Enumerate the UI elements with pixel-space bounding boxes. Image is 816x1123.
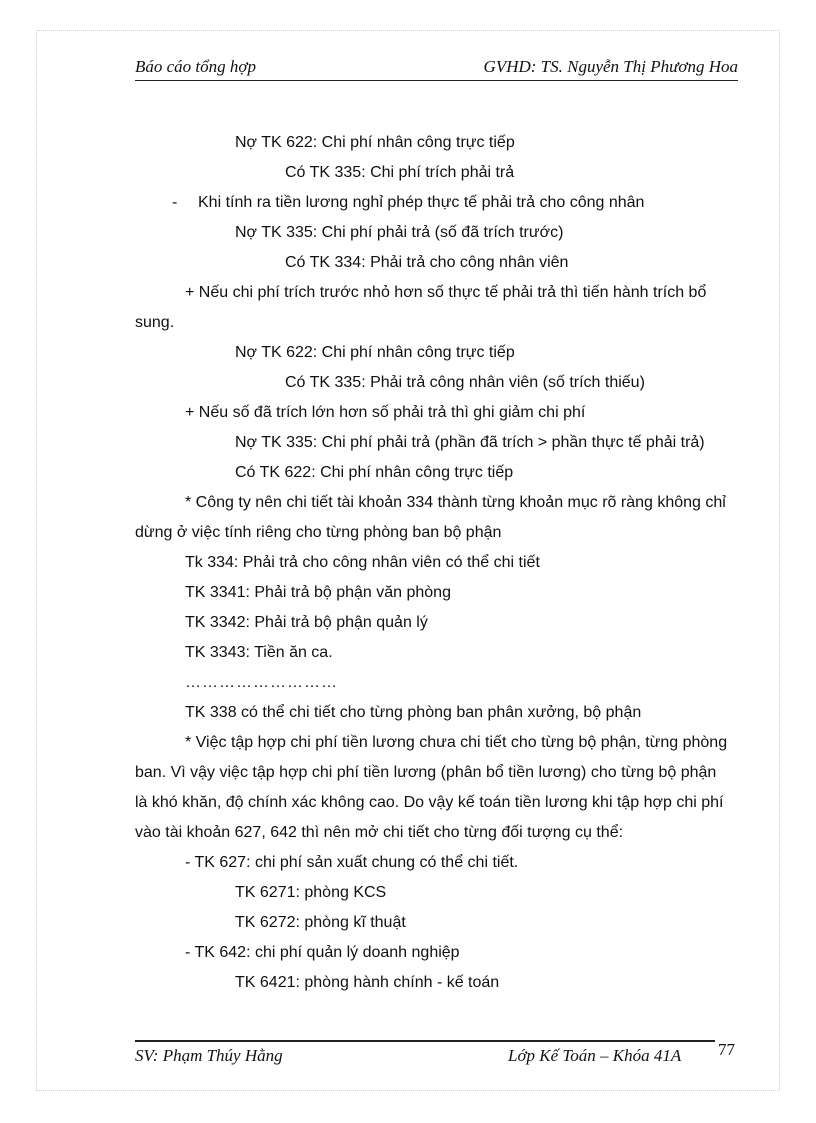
text-line: là khó khăn, độ chính xác không cao. Do vậy kế toán tiền lương khi tập hợp chi phí (135, 794, 724, 811)
text-line: Tk 334: Phải trả cho công nhân viên có thể chi tiết (185, 554, 540, 571)
footer-divider (135, 1040, 715, 1042)
text-line: TK 6272: phòng kĩ thuật (235, 914, 406, 931)
header-supervisor: GVHD: TS. Nguyễn Thị Phương Hoa (483, 57, 738, 76)
text-line: - TK 642: chi phí quản lý doanh nghiệp (185, 944, 460, 961)
text-line: Nợ TK 335: Chi phí phải trả (số đã trích trước) (235, 224, 564, 241)
text-line: TK 3343: Tiền ăn ca. (185, 644, 333, 661)
text-line: ban. Vì vậy việc tập hợp chi phí tiền lương (phân bổ tiền lương) cho từng bộ phận (135, 764, 717, 781)
ellipsis-line: ……………………… (185, 674, 338, 691)
text-line: TK 6271: phòng KCS (235, 884, 387, 901)
text-line: vào tài khoản 627, 642 thì nên mở chi tiết cho từng đối tượng cụ thể: (135, 824, 624, 841)
text-line: Nợ TK 622: Chi phí nhân công trực tiếp (235, 344, 515, 361)
text-line: Có TK 335: Chi phí trích phải trả (285, 164, 515, 181)
page-header (135, 57, 738, 81)
text-line: TK 3341: Phải trả bộ phận văn phòng (185, 584, 451, 601)
document-body (135, 128, 738, 998)
bullet-text: Khi tính ra tiền lương nghỉ phép thực tế phải trả cho công nhân (198, 194, 645, 211)
bullet-line (135, 188, 738, 218)
text-line: Có TK 622: Chi phí nhân công trực tiếp (235, 464, 514, 481)
text-line: TK 338 có thể chi tiết cho từng phòng ban phân xưởng, bộ phận (185, 704, 642, 721)
text-line: Nợ TK 622: Chi phí nhân công trực tiếp (235, 134, 515, 151)
text-line: dừng ở việc tính riêng cho từng phòng ban bộ phận (135, 524, 502, 541)
footer-class: Lớp Kế Toán – Khóa 41A (508, 1046, 682, 1065)
text-line: Có TK 334: Phải trả cho công nhân viên (285, 254, 569, 271)
header-report-title: Báo cáo tổng hợp (135, 57, 256, 76)
page-footer (135, 1044, 735, 1068)
text-line: * Công ty nên chi tiết tài khoản 334 thành từng khoản mục rõ ràng không chỉ (185, 494, 726, 511)
text-line: * Việc tập hợp chi phí tiền lương chưa chi tiết cho từng bộ phận, từng phòng (185, 734, 728, 751)
text-line: + Nếu chi phí trích trước nhỏ hơn số thực tế phải trả thì tiến hành trích bổ (185, 284, 707, 301)
text-line: TK 6421: phòng hành chính - kế toán (235, 974, 500, 991)
text-line: sung. (135, 314, 175, 331)
text-line: - TK 627: chi phí sản xuất chung có thể chi tiết. (185, 854, 519, 871)
footer-student-name: SV: Phạm Thúy Hằng (135, 1046, 283, 1065)
text-line: + Nếu số đã trích lớn hơn số phải trả thì ghi giảm chi phí (185, 404, 586, 421)
text-line: Có TK 335: Phải trả công nhân viên (số trích thiếu) (285, 374, 645, 391)
text-line: TK 3342: Phải trả bộ phận quản lý (185, 614, 428, 631)
page-number: 77 (718, 1040, 735, 1059)
text-line: Nợ TK 335: Chi phí phải trả (phần đã trích > phần thực tế phải trả) (235, 434, 705, 451)
bullet-dash: - (172, 194, 178, 211)
header-divider (135, 80, 738, 81)
